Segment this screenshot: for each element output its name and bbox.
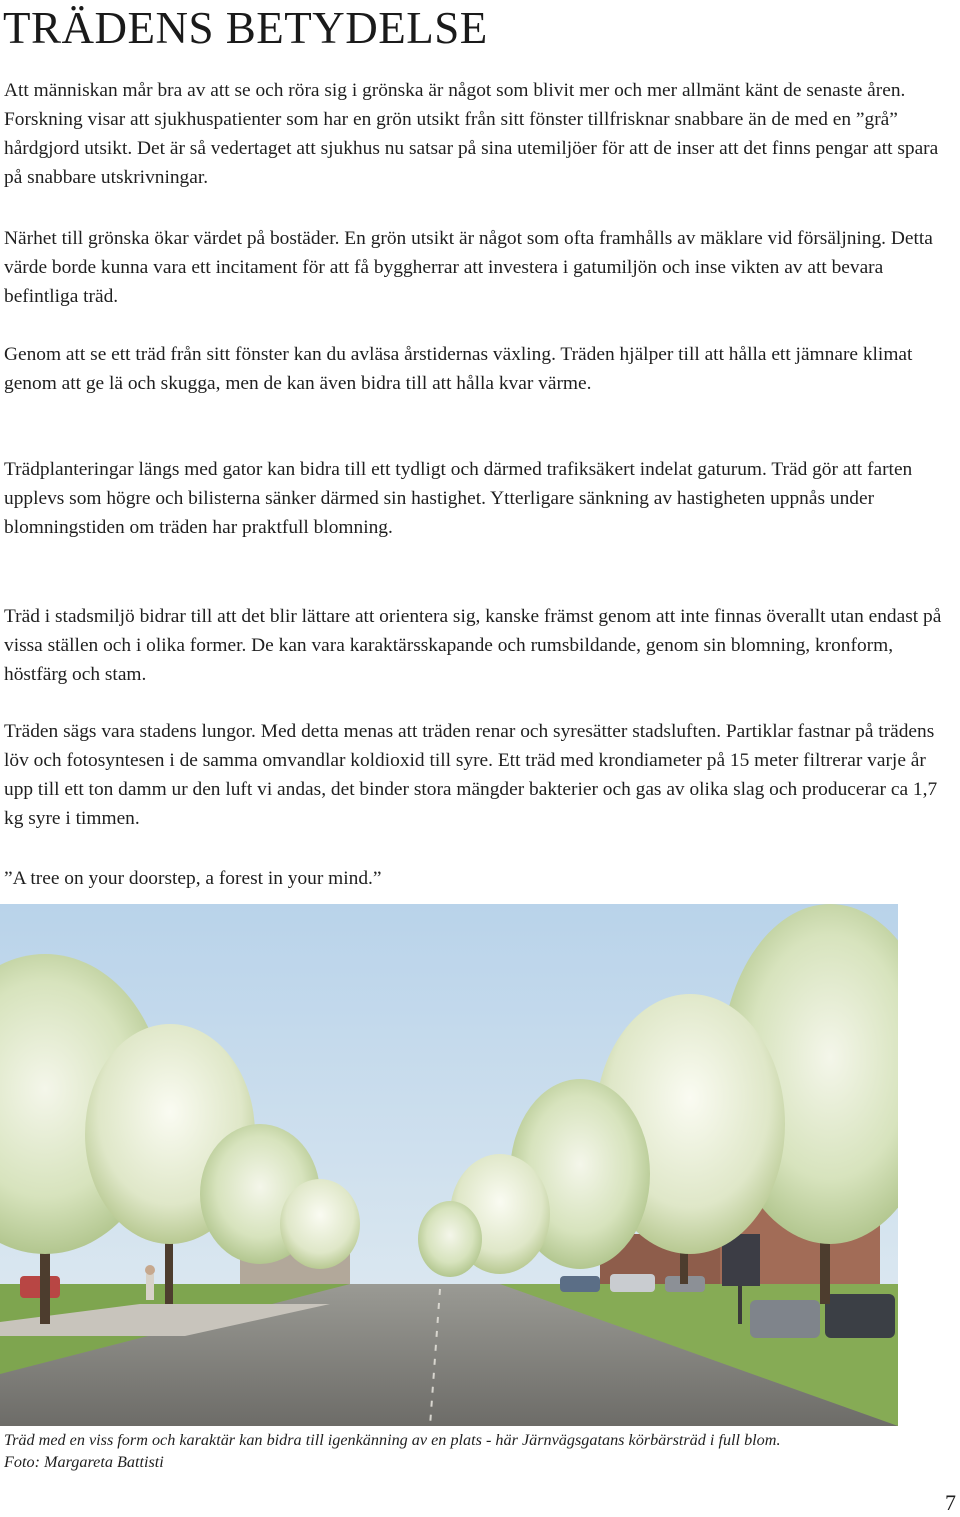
paragraph-6: Träden sägs vara stadens lungor. Med detta menas att träden renar och syresätter stadsluften. Partiklar fastnar på trädens löv och fotosyntesen i de samma omvandlar koldioxid till syre. Ett träd med krondiameter på 15 meter filtrerar varje år upp till ett ton damm ur den luft vi andas, det binder stora mängder bakterier och gas av olika slag och producerar ca 1,7 kg syre i timmen. xyxy=(4,721,938,829)
paragraph-2: Närhet till grönska ökar värdet på bostäder. En grön utsikt är något som ofta framhålls av mäklare vid försäljning. Detta värde borde kunna vara ett incitament för att få byggherrar att investera i gatumiljön och inse vikten av att bevara befintliga träd. xyxy=(4,228,933,307)
photo-credit: Foto: Margareta Battisti xyxy=(4,1453,164,1471)
paragraph-4: Trädplanteringar längs med gator kan bidra till ett tydligt och därmed trafiksäkert indelat gaturum. Träd gör att farten upplevs som högre och bilisterna sänker därmed sin hastighet. Ytterligare sänkning av hastigheten uppnås under blomningstiden om träden har praktfull blomning. xyxy=(4,459,913,538)
paragraph-3: Genom att se ett träd från sitt fönster kan du avläsa årstidernas växling. Träden hjälper till att hålla ett jämnare klimat genom att ge lä och skugga, men de kan även bidra till att hålla kvar värme. xyxy=(4,344,913,394)
street-photo xyxy=(0,904,898,1426)
quote: ”A tree on your doorstep, a forest in your mind.” xyxy=(4,868,382,889)
page-title: TRÄDENS BETYDELSE xyxy=(3,3,488,53)
page-number: 7 xyxy=(945,1490,956,1515)
photo-caption: Träd med en viss form och karaktär kan bidra till igenkänning av en plats - här Järnvägsgatans körbärsträd i full blom. xyxy=(4,1431,781,1449)
paragraph-5: Träd i stadsmiljö bidrar till att det blir lättare att orientera sig, kanske främst genom att inte finnas överallt utan endast på vissa ställen och i olika former. De kan vara karaktärsskapande och rumsbildande, genom sin blomning, kronform, höstfärg och stam. xyxy=(4,606,942,685)
paragraph-1: Att människan mår bra av att se och röra sig i grönska är något som blivit mer och mer allmänt känt de senaste åren. Forskning visar att sjukhuspatienter som har en grön utsikt från sitt fönster tillfrisknar snabbare än de med en ”grå” hårdgjord utsikt. Det är så vedertaget att sjukhus nu satsar på sina utemiljöer för att de inser att det finns pengar att spara på snabbare utskrivningar. xyxy=(4,80,939,188)
